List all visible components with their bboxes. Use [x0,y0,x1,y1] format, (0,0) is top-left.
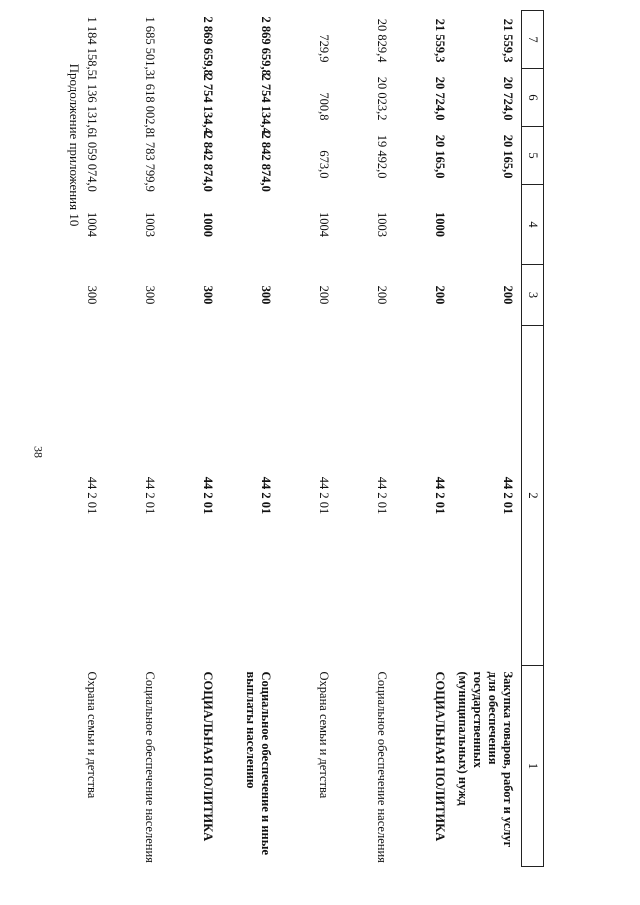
section-code-cell: 1004 [317,212,331,237]
table-row [221,11,279,867]
item-name-cell: СОЦИАЛЬНАЯ ПОЛИТИКА [201,671,215,842]
amount-col6-cell: 2 754 134,4 [201,74,215,134]
target-item-cell: 44 2 01 [375,476,389,515]
target-item-cell: 44 2 01 [433,476,447,515]
table-row [337,11,395,867]
target-item-cell: 44 2 01 [501,476,515,515]
amount-col6-cell: 2 754 134,4 [259,74,273,134]
target-item-cell: 44 2 01 [259,476,273,515]
expense-type-cell: 300 [259,285,273,305]
section-code-cell: 1003 [375,212,389,237]
column-header: 1 [522,666,544,867]
expense-type-cell: 200 [501,285,515,305]
budget-table [47,10,544,867]
table-row [279,11,337,867]
expense-type-cell: 200 [375,285,389,305]
table-row [47,11,105,867]
amount-col6-cell: 1 618 002,8 [143,74,157,134]
expense-type-cell: 300 [85,285,99,305]
column-number-row [522,11,544,867]
amount-col7-cell: 21 559,3 [433,18,447,63]
amount-col7-cell: 2 869 659,8 [201,16,215,76]
column-header: 5 [522,127,544,185]
expense-type-cell: 200 [433,285,447,305]
column-header: 4 [522,185,544,265]
target-item-cell: 44 2 01 [85,476,99,515]
amount-col7-cell: 2 869 659,8 [259,16,273,76]
amount-col7-cell: 729,9 [317,34,331,63]
expense-type-cell: 300 [143,285,157,305]
item-name-cell: Социальное обеспечение населения [375,671,389,863]
item-name-cell: Социальное обеспечение и иные выплаты населению [244,671,273,856]
amount-col7-cell: 21 559,3 [501,18,515,63]
amount-col6-cell: 20 023,2 [375,76,389,121]
target-item-cell: 44 2 01 [317,476,331,515]
section-code-cell [453,185,522,265]
table-row [395,11,453,867]
item-name-cell: Закупка товаров, работ и услуг для обеспечения государственных (муниципальных) нужд [456,671,515,848]
amount-col7-cell: 1 685 501,3 [143,16,157,76]
amount-col6-cell: 700,8 [317,92,331,121]
amount-col5-cell: 19 492,0 [375,134,389,179]
section-code-cell: 1003 [143,212,157,237]
column-header: 3 [522,265,544,326]
target-item-cell: 44 2 01 [201,476,215,515]
appendix-heading: Продолжение приложения 10 [67,63,82,227]
table-row [105,11,163,867]
amount-col6-cell: 20 724,0 [501,76,515,121]
item-name-cell: Социальное обеспечение населения [143,671,157,863]
column-header: 7 [522,11,544,69]
page-number: 38 [31,446,46,458]
amount-col5-cell: 2 842 874,0 [259,132,273,192]
amount-col5-cell: 673,0 [317,150,331,179]
column-header: 2 [522,326,544,666]
item-name-cell: Охрана семьи и детства [317,671,331,799]
amount-col5-cell: 20 165,0 [433,134,447,179]
amount-col6-cell: 1 136 131,6 [85,74,99,134]
section-code-cell [221,185,279,265]
amount-col7-cell: 20 829,4 [375,18,389,63]
amount-col6-cell: 20 724,0 [433,76,447,121]
amount-col7-cell: 1 184 158,5 [85,16,99,76]
expense-type-cell: 300 [201,285,215,305]
expense-type-cell: 200 [317,285,331,305]
section-code-cell: 1000 [201,212,215,237]
amount-col5-cell: 1 059 074,0 [85,132,99,192]
column-header: 6 [522,69,544,127]
table-row [453,11,522,867]
item-name-cell: СОЦИАЛЬНАЯ ПОЛИТИКА [433,671,447,842]
section-code-cell: 1000 [433,212,447,237]
amount-col5-cell: 2 842 874,0 [201,132,215,192]
table-row [163,11,221,867]
amount-col5-cell: 20 165,0 [501,134,515,179]
target-item-cell: 44 2 01 [143,476,157,515]
amount-col5-cell: 1 783 799,9 [143,132,157,192]
section-code-cell: 1004 [85,212,99,237]
item-name-cell: Охрана семьи и детства [85,671,99,799]
